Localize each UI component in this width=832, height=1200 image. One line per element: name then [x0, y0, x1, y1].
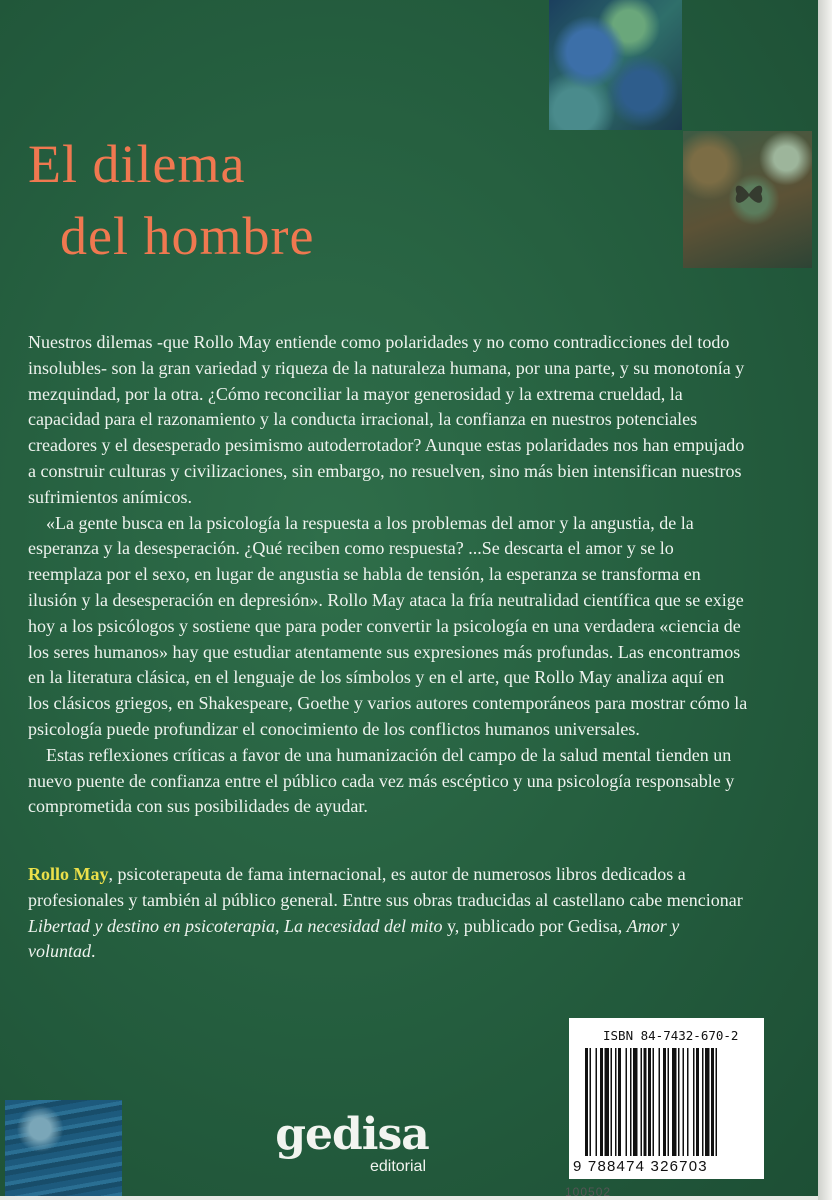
barcode-label: [569, 1018, 764, 1179]
book-reference: Amor y voluntad: [28, 915, 680, 962]
artwork-butterfly-image: [683, 131, 812, 268]
book-description: [28, 330, 748, 820]
butterfly-icon: [731, 176, 767, 212]
description-paragraph: Nuestros dilemas -que Rollo May entiende como polaridades y no como contradicciones del todo insolubles- son la gran variedad y riqueza de la naturaleza humana, por una parte, y su monotonía y mezquindad, por la otra. ¿Cómo reconciliar la mayor generosidad y la extrema crueldad, la capacidad para el razonamiento y la conducta irracional, la confianza en nuestros potenciales creadores y el desesperado pesimismo autoderrotador? Aunque estas polaridades nos han empujado a construir culturas y civilizaciones, sin embargo, no resuelven, sino más bien intensifican nuestros sufrimientos anímicos.: [28, 332, 745, 507]
barcode-icon: [585, 1048, 755, 1156]
author-name: Rollo May: [28, 864, 109, 884]
artwork-top-image: [549, 0, 682, 130]
artwork-water-image: [5, 1100, 122, 1196]
book-title: [28, 128, 314, 272]
author-bio-text: , psicoterapeuta de fama internacional, es autor de numerosos libros dedicados a profesionales y también al público general. Entre sus obras traducidas al castellano cabe mencionar: [28, 864, 743, 910]
author-bio-text: y, publicado por Gedisa,: [442, 915, 627, 936]
publisher-logo: [272, 1109, 432, 1176]
book-reference: Libertad y destino en psicoterapia: [28, 915, 275, 936]
description-paragraph: «La gente busca en la psicología la respuesta a los problemas del amor y la angustia, de la esperanza y la desesperación. ¿Qué reciben como respuesta? ...Se descarta el amor y se lo reemplaza por el sexo, en lugar de angustia se habla de tensión, la esperanza se transforma en ilusión y la desesperación en depresión». Rollo May ataca la fría neutralidad científica que se exige hoy a los psicólogos y sostiene que para poder convertir la psicología en una verdadera «ciencia de los seres humanos» hay que estudiar atentamente sus expresiones más profundas. Las encontramos en la literatura clásica, en el lenguaje de los símbolos y en el arte, que Rollo May analiza aquí en los clásicos griegos, en Shakespeare, Goethe y varios autores contemporáneos para mostrar cómo la psicología puede profundizar el conocimiento de los conflictos humanos universales.: [28, 512, 748, 739]
barcode-number: 9 788474 326703: [573, 1158, 708, 1175]
title-line-2: del hombre: [60, 206, 315, 266]
description-paragraph: Estas reflexiones críticas a favor de una humanización del campo de la salud mental tienden un nuevo puente de confianza entre el público cada vez más escéptico y una psicología responsable y comprometida con sus posibilidades de ayudar.: [28, 744, 735, 817]
publisher-name: gedisa: [275, 1109, 429, 1160]
page-edge: [818, 0, 832, 1200]
publisher-subtitle: editorial: [369, 1158, 426, 1175]
bio-end: .: [91, 941, 96, 962]
title-line-1: El dilema: [28, 134, 246, 194]
inventory-stamp: 100502: [565, 1185, 612, 1199]
book-reference: La necesidad del mito: [283, 915, 443, 936]
author-bio: [28, 862, 748, 965]
separator: ,: [274, 915, 284, 936]
isbn-text: ISBN 84-7432-670-2: [603, 1028, 739, 1043]
